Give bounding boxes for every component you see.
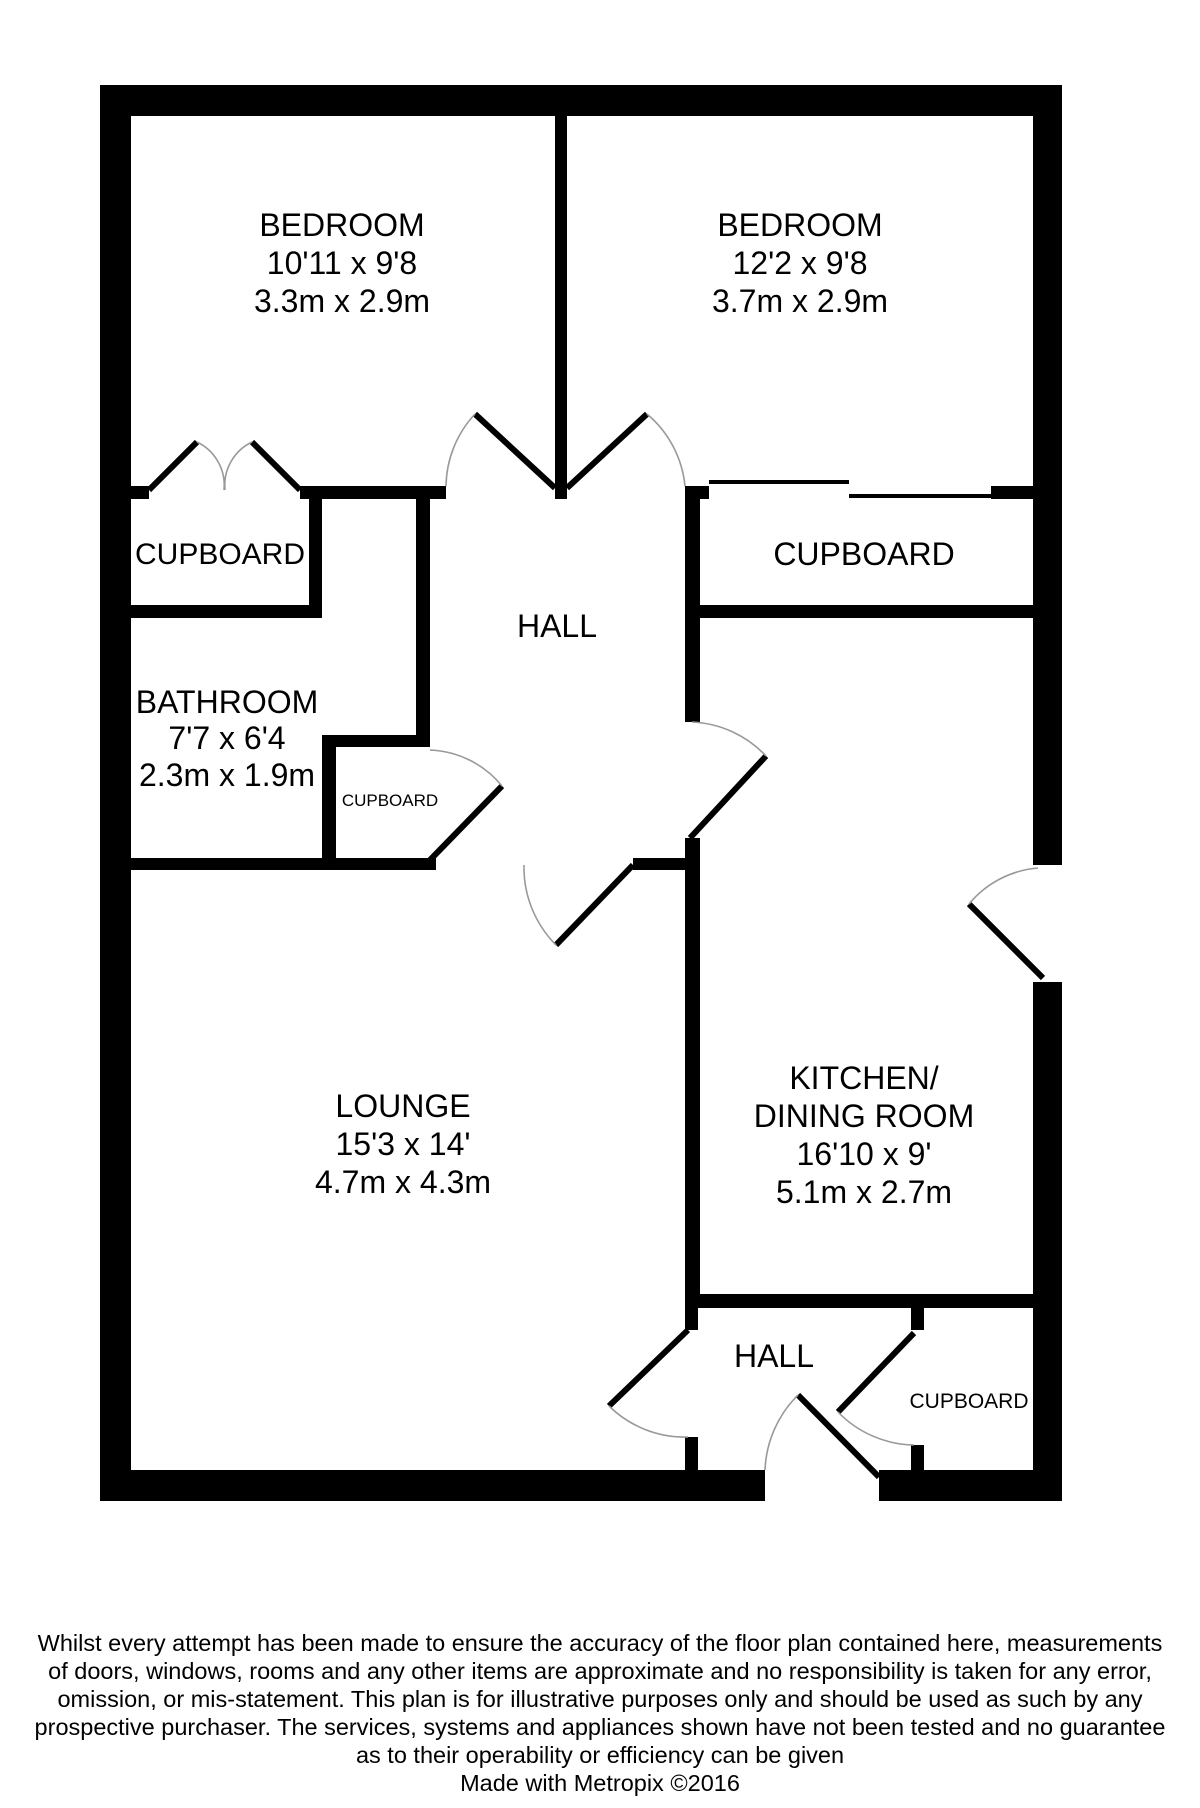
wall-kitchen-left [685,838,700,1307]
kitchen-metric: 5.1m x 2.7m [775,1174,953,1210]
bathroom-name: BATHROOM [135,684,319,720]
wall-entrance-left-lower [685,1437,698,1470]
wall-entrance-cupboard-upper [911,1308,924,1330]
wall-lounge-top-left [131,858,436,870]
lounge-imperial: 15'3 x 14' [335,1126,471,1162]
doors [149,414,1043,1477]
wall-right-bedroom-bottom-b [991,486,1033,499]
bedroom-left-imperial: 10'11 x 9'8 [266,245,418,281]
cupboard-bathroom-label: CUPBOARD [341,791,439,810]
hall-entrance-label: HALL [733,1338,815,1374]
door-left-cupboard [149,442,300,490]
door-bath-cupboard [430,750,502,860]
bedroom-left-metric: 3.3m x 2.9m [253,283,431,319]
metropix-credit: Made with Metropix ©2016 [460,1770,740,1796]
bedroom-left-name: BEDROOM [259,207,425,243]
door-entrance-lounge [609,1330,688,1437]
kitchen-name-line2: DINING ROOM [753,1098,975,1134]
wall-bath-cupboard-left [322,735,336,870]
hall-main-label: HALL [516,608,598,644]
wall-hall-right-upper [685,486,700,722]
door-entrance-cupboard [838,1333,914,1445]
outer-wall-top [100,85,1062,116]
wall-left-cupboard-right [309,486,322,617]
cupboard-right-label: CUPBOARD [773,536,955,572]
cupboard-left-label: CUPBOARD [134,538,306,571]
outer-wall-right-upper [1033,85,1062,865]
wall-bath-cupboard-top [322,735,430,747]
wall-left-cupboard-bottom [131,605,322,618]
wall-bedroom-left-bottom-a [131,486,149,499]
door-front [765,1395,879,1477]
bathroom-metric: 2.3m x 1.9m [138,757,316,793]
wall-hall-left [416,499,430,747]
wall-entrance-cupboard-lower [911,1445,924,1470]
door-kitchen [690,722,766,838]
disclaimer-line: as to their operability or efficiency can be given [355,1742,845,1768]
wall-bedroom-divider [555,116,567,499]
sliding-door-2 [849,494,991,498]
disclaimer-line: Whilst every attempt has been made to ensure the accuracy of the floor plan contained here, measurements [37,1630,1163,1656]
lounge-metric: 4.7m x 4.3m [314,1164,492,1200]
kitchen-name-line1: KITCHEN/ [789,1060,939,1096]
kitchen-imperial: 16'10 x 9' [796,1136,932,1172]
disclaimer [0,1629,1200,1797]
outer-wall-bottom-left [100,1470,765,1501]
bedroom-right-name: BEDROOM [717,207,883,243]
door-kitchen-external [969,868,1043,978]
wall-entrance-left-upper [685,1308,698,1330]
door-bedroom-right [567,414,685,488]
room-labels [135,207,1029,1413]
wall-lounge-top-right [633,858,685,870]
walls [100,85,1062,1501]
wall-right-cupboard-bottom [685,605,1033,618]
outer-wall-right-lower [1033,982,1062,1501]
bedroom-right-metric: 3.7m x 2.9m [711,283,889,319]
disclaimer-line: prospective purchaser. The services, systems and appliances shown have not been tested and no guarantee [34,1714,1166,1740]
disclaimer-line: omission, or mis-statement. This plan is for illustrative purposes only and should be used as such by any [57,1686,1143,1712]
outer-wall-bottom-right [879,1470,1062,1501]
sliding-doors [709,480,991,498]
bedroom-right-imperial: 12'2 x 9'8 [732,245,868,281]
wall-kitchen-bottom [685,1294,1033,1308]
lounge-name: LOUNGE [335,1088,471,1124]
cupboard-entrance-label: CUPBOARD [909,1390,1029,1413]
door-lounge [524,865,633,945]
disclaimer-line: of doors, windows, rooms and any other items are approximate and no responsibility is taken for any error, [48,1658,1152,1684]
outer-wall-left [100,85,131,1501]
sliding-door-1 [709,480,849,484]
door-bedroom-left [446,414,555,488]
bathroom-imperial: 7'7 x 6'4 [168,720,286,756]
